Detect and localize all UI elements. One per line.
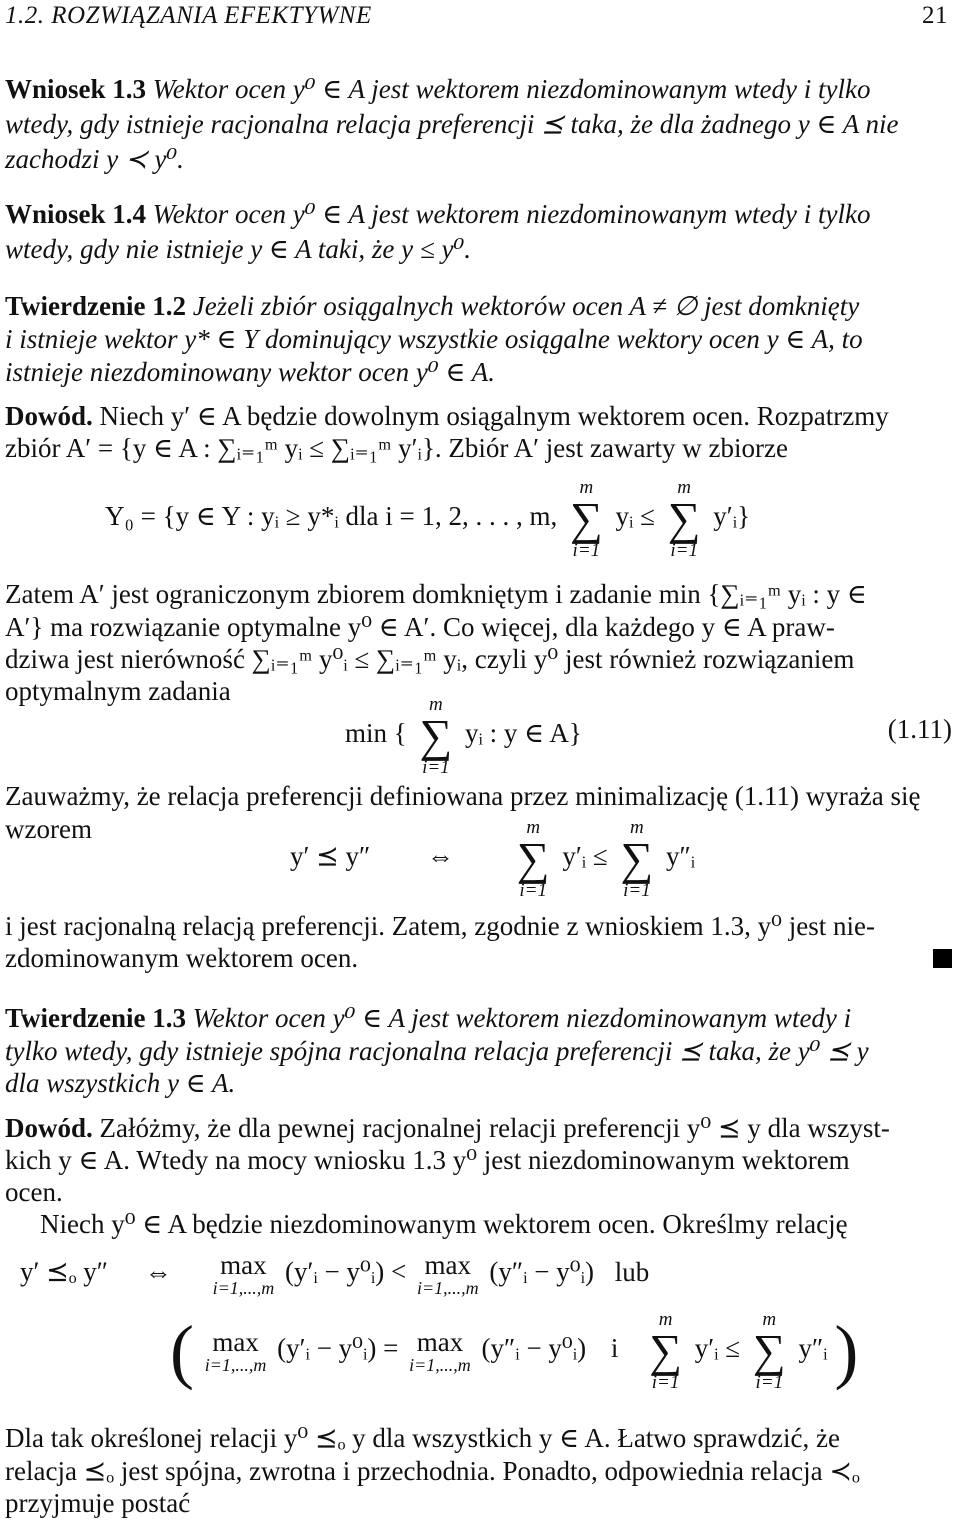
theorem-1-3-line-1: Twierdzenie 1.3 Wektor ocen y⁰ ∈ A jest wektorem niezdominowanym wtedy i	[5, 1003, 852, 1033]
sum-operator: m ∑ i=1	[667, 477, 701, 561]
theorem-1-3-line-3: dla wszystkich y ∈ A.	[5, 1068, 236, 1098]
equation-relation-a: y′ ⪯ₒ y″ ⇔ max i=1,...,m (y′ᵢ − y⁰ᵢ) < max i=1,...,m (y″ᵢ − y⁰ᵢ) lub	[20, 1250, 650, 1298]
proof-1-3-line-7: przyjmuje postać	[5, 1488, 191, 1518]
corollary-1-3-line-3: zachodzi y ≺ y⁰.	[5, 144, 184, 174]
proof-1-2-line-3: Zatem A′ jest ograniczonym zbiorem domkniętym i zadanie min {∑ᵢ₌₁ᵐ yᵢ : y ∈	[5, 579, 867, 609]
equation-relation-b: ( max i=1,...,m (y′ᵢ − y⁰ᵢ) = max i=1,...,m (y″ᵢ − y⁰ᵢ) i m ∑ i=1 y′ᵢ ≤ m ∑ i=1 y″ᵢ )	[170, 1309, 859, 1393]
proof-1-3-line-3: ocen.	[5, 1177, 63, 1207]
theorem-label: Twierdzenie 1.3	[5, 1003, 186, 1033]
section-title: 1.2. ROZWIĄZANIA EFEKTYWNE	[5, 2, 372, 29]
corollary-label: Wniosek 1.3	[5, 74, 147, 104]
corollary-label: Wniosek 1.4	[5, 199, 147, 229]
corollary-1-3-line-1: Wniosek 1.3 Wektor ocen y⁰ ∈ A jest wektorem niezdominowanym wtedy i tylko	[5, 74, 871, 104]
proof-1-2-line-5: dziwa jest nierówność ∑ᵢ₌₁ᵐ y⁰ᵢ ≤ ∑ᵢ₌₁ᵐ yᵢ, czyli y⁰ jest również rozwiązaniem	[5, 644, 855, 674]
sum-operator: m ∑ i=1	[649, 1309, 682, 1393]
theorem-label: Twierdzenie 1.2	[5, 291, 186, 321]
proof-1-3-line-1: Dowód. Załóżmy, że dla pewnej racjonalnej relacji preferencji y⁰ ⪯ y dla wszyst-	[5, 1113, 890, 1143]
proof-1-2-line-9: i jest racjonalną relacją preferencji. Zatem, zgodnie z wnioskiem 1.3, y⁰ jest nie-	[5, 911, 875, 941]
theorem-1-3-line-2: tylko wtedy, gdy istnieje spójna racjonalna relacja preferencji ⪯ taka, że y⁰ ⪯ y	[5, 1036, 869, 1066]
max-operator: max i=1,...,m	[409, 1326, 471, 1375]
sum-operator: m ∑ i=1	[620, 817, 654, 901]
sum-operator: m ∑ i=1	[569, 477, 603, 561]
proof-1-2-line-10: zdominowanym wektorem ocen.	[5, 943, 359, 973]
equation-y0-set: Y₀ = {y ∈ Y : yᵢ ≥ y*ᵢ dla i = 1, 2, . . . , m, m ∑ i=1 yᵢ ≤ m ∑ i=1 y′ᵢ}	[105, 477, 751, 561]
max-operator: max i=1,...,m	[204, 1326, 267, 1375]
corollary-1-4-line-2: wtedy, gdy nie istnieje y ∈ A taki, że y ≤ y⁰.	[5, 234, 472, 264]
proof-1-2-line-6: optymalnym zadania	[5, 676, 231, 706]
theorem-1-2-line-2: i istnieje wektor y* ∈ Y dominujący wszystkie osiągalne wektory ocen y ∈ A, to	[5, 324, 863, 354]
proof-label: Dowód.	[5, 401, 93, 431]
max-operator: max i=1,...,m	[416, 1250, 479, 1298]
sum-operator: m ∑ i=1	[752, 1309, 786, 1393]
max-operator: max i=1,...,m	[212, 1250, 275, 1298]
sum-operator: m ∑ i=1	[516, 817, 550, 901]
sum-operator: m ∑ i=1	[419, 694, 453, 778]
equation-number: (1.11)	[887, 714, 952, 744]
theorem-1-2-line-1: Twierdzenie 1.2 Jeżeli zbiór osiągalnych wektorów ocen A ≠ ∅ jest domknięty	[5, 291, 860, 321]
corollary-1-3-line-2: wtedy, gdy istnieje racjonalna relacja preferencji ⪯ taka, że dla żadnego y ∈ A nie	[5, 109, 899, 139]
corollary-1-4-line-1: Wniosek 1.4 Wektor ocen y⁰ ∈ A jest wektorem niezdominowanym wtedy i tylko	[5, 199, 871, 229]
theorem-1-2-line-3: istnieje niezdominowany wektor ocen y⁰ ∈ A.	[5, 357, 495, 387]
proof-1-2-line-4: A′} ma rozwiązanie optymalne y⁰ ∈ A′. Co więcej, dla każdego y ∈ A praw-	[5, 612, 835, 642]
proof-1-3-line-5: Dla tak określonej relacji y⁰ ⪯ₒ y dla wszystkich y ∈ A. Łatwo sprawdzić, że	[5, 1423, 840, 1453]
proof-label: Dowód.	[5, 1113, 93, 1143]
proof-1-3-line-2: kich y ∈ A. Wtedy na mocy wniosku 1.3 y⁰ jest niezdominowanym wektorem	[5, 1145, 850, 1175]
proof-1-3-line-4: Niech y⁰ ∈ A będzie niezdominowanym wektorem ocen. Określmy relację	[40, 1209, 848, 1239]
proof-1-3-line-6: relacja ⪯ₒ jest spójna, zwrotna i przechodnia. Ponadto, odpowiednia relacja ≺ₒ	[5, 1456, 860, 1486]
proof-1-2-line-1: Dowód. Niech y′ ∈ A będzie dowolnym osiągalnym wektorem ocen. Rozpatrzmy	[5, 401, 889, 431]
proof-1-2-line-7: Zauważmy, że relacja preferencji definiowana przez minimalizację (1.11) wyraża się	[5, 781, 921, 811]
proof-1-2-line-2: zbiór A′ = {y ∈ A : ∑ᵢ₌₁ᵐ yᵢ ≤ ∑ᵢ₌₁ᵐ y′ᵢ}. Zbiór A′ jest zawarty w zbiorze	[5, 433, 788, 463]
page-number: 21	[922, 2, 948, 29]
running-header	[5, 2, 948, 34]
equation-1-11: min { m ∑ i=1 yᵢ : y ∈ A}	[345, 694, 582, 778]
qed-square-icon	[933, 949, 952, 968]
proof-1-2-line-8: wzorem	[5, 814, 92, 844]
equation-preference: y′ ⪯ y″ ⇔ m ∑ i=1 y′ᵢ ≤ m ∑ i=1 y″ᵢ	[290, 817, 696, 901]
